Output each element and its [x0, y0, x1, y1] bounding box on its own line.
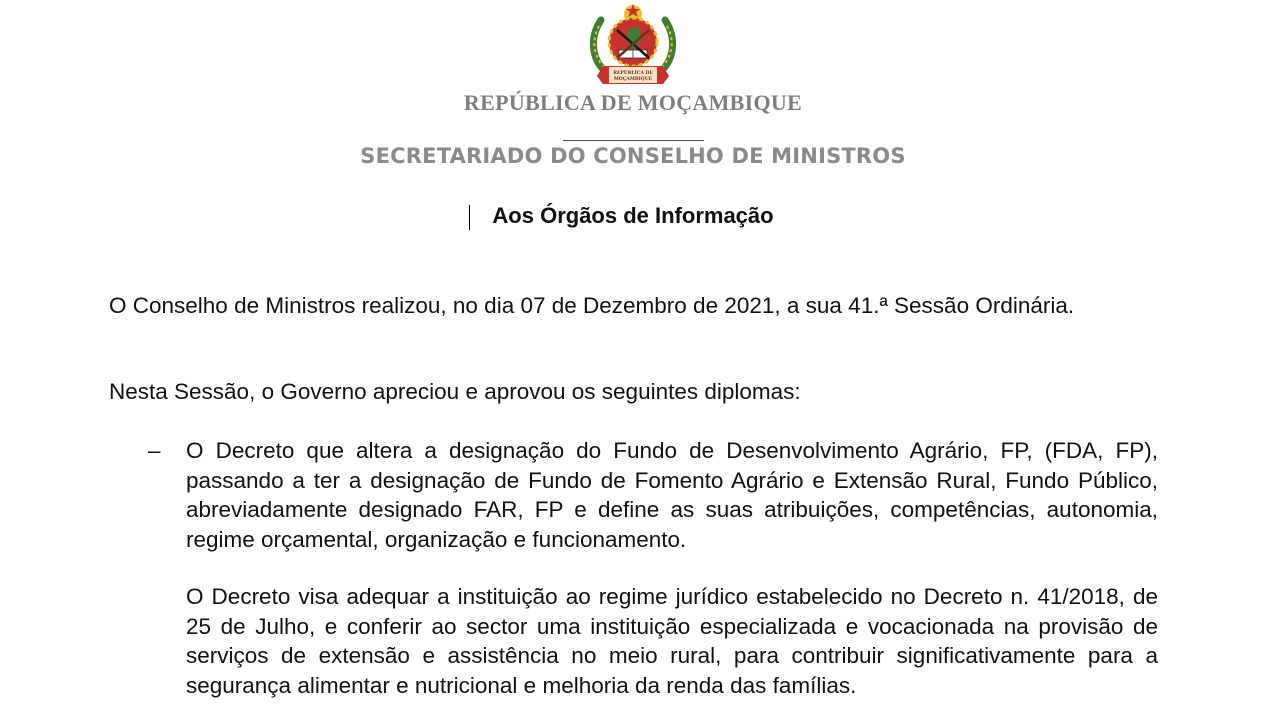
- header-divider: [563, 140, 704, 141]
- secretariat-title: SECRETARIADO DO CONSELHO DE MINISTROS: [360, 144, 906, 168]
- bullet-item-detail: O Decreto visa adequar a instituição ao regime jurídico estabelecido no Decreto n. 41/2018, de 25 de Julho, e conferir ao sector uma instituição especializada e vocacionada na provisão de serviços de extensão e assistência no meio rural, para contribuir significativamente para a segurança alimentar e nutricional e melhoria da renda das famílias.: [186, 584, 1158, 698]
- emblem-caption-line1: REPÚBLICA DE: [613, 71, 653, 76]
- emblem-caption-line2: MOÇAMBIQUE: [613, 77, 653, 82]
- republic-title: REPÚBLICA DE MOÇAMBIQUE: [463, 90, 803, 115]
- lead-paragraph: Nesta Sessão, o Governo apreciou e aprovou os seguintes diplomas:: [109, 379, 801, 404]
- addressee-heading: Aos Órgãos de Informação: [492, 203, 774, 228]
- intro-paragraph: O Conselho de Ministros realizou, no dia 07 de Dezembro de 2021, a sua 41.ª Sessão Ordinária.: [109, 293, 1075, 318]
- bullet-marker: –: [148, 438, 161, 463]
- bullet-item-text: O Decreto que altera a designação do Fundo de Desenvolvimento Agrário, FP, (FDA, FP), passando a ter a designação de Fundo de Fomento Agrário e Extensão Rural, Fundo Público, abreviadamente designado FAR, FP e define as suas atribuições, competências, autonomia, regime orçamental, organização e funcionamento.: [186, 438, 1158, 552]
- mozambique-coat-of-arms-icon: [583, 0, 683, 88]
